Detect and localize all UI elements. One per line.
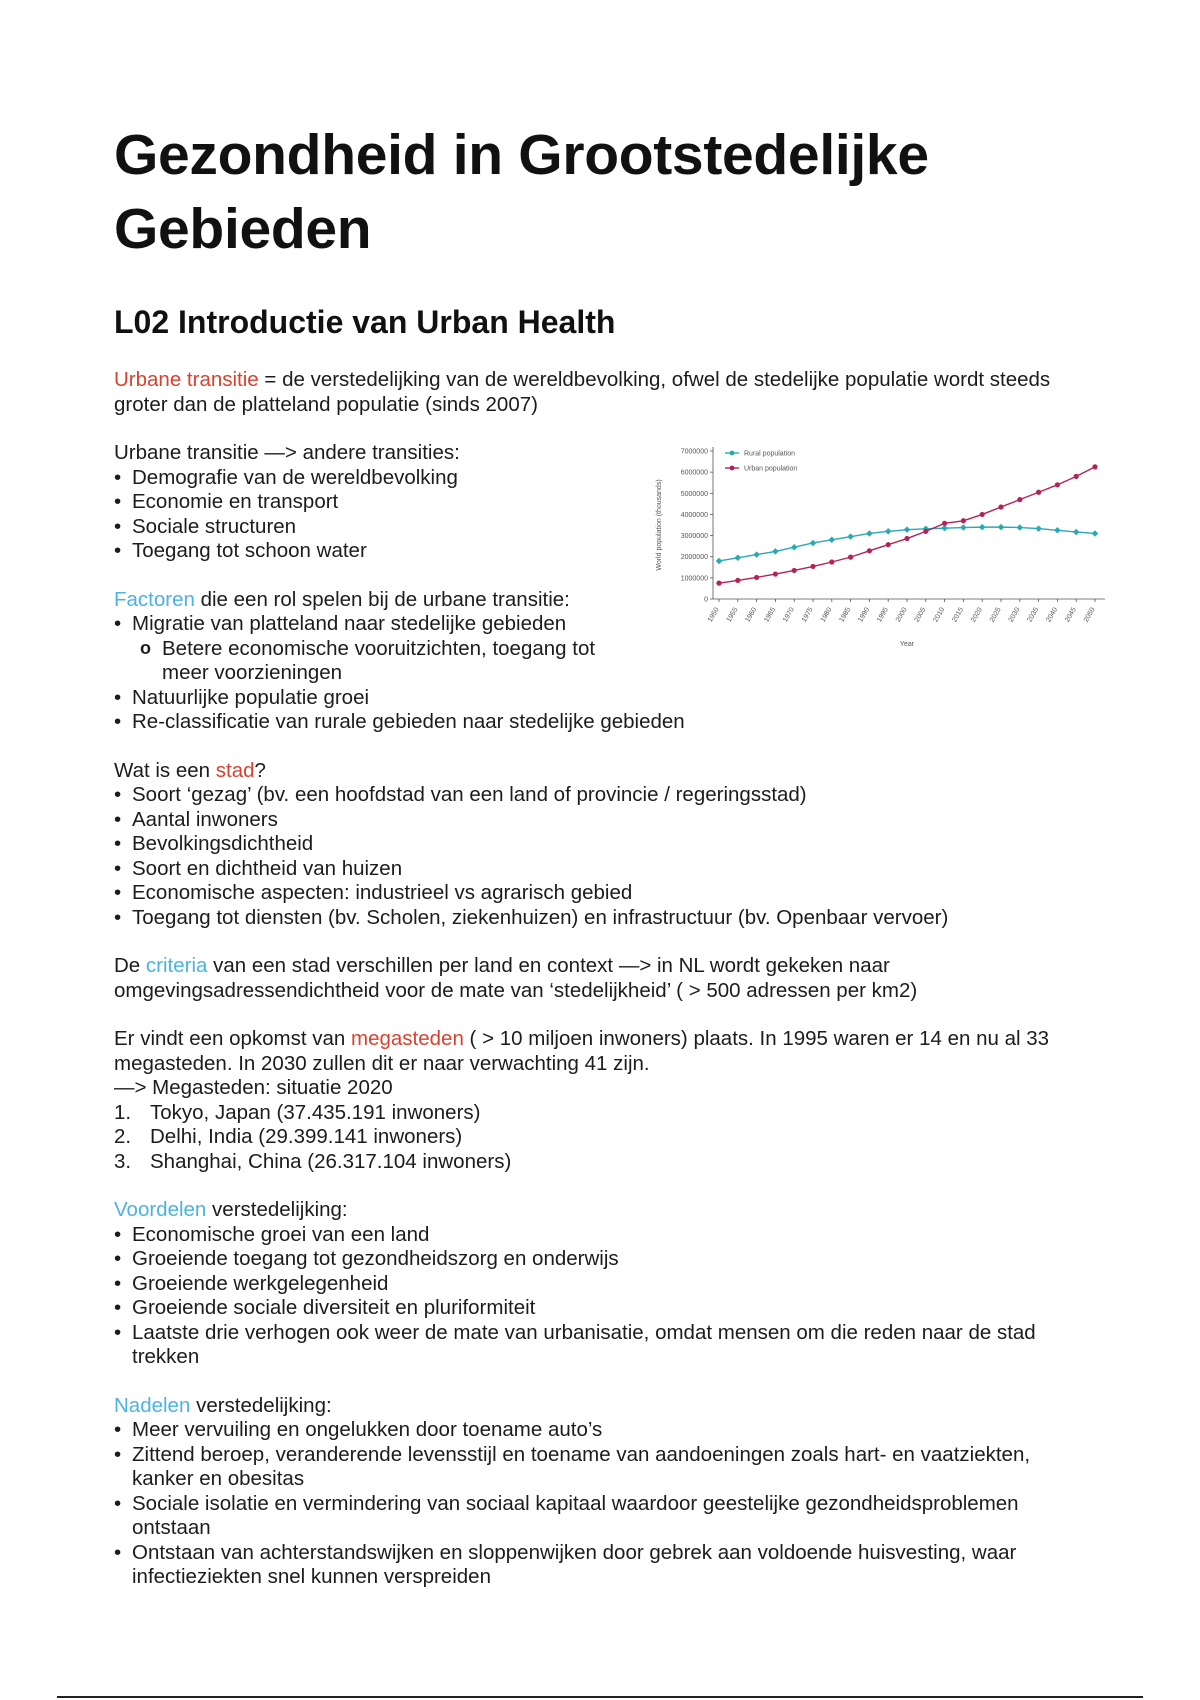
x-tick-label: 2015	[951, 606, 966, 624]
list-item: • Bevolkingsdichtheid	[114, 832, 1074, 857]
y-tick-label: 4000000	[680, 511, 708, 519]
list-item: • Toegang tot diensten (bv. Scholen, ziekenhuizen) en infrastructuur (bv. Openbaar vervoer)	[114, 906, 1074, 931]
x-tick-label: 1965	[763, 606, 778, 624]
advantages-list	[114, 1223, 1074, 1370]
y-tick-label: 3000000	[680, 533, 708, 541]
x-tick-label: 2040	[1045, 606, 1060, 624]
list-item: • Groeiende toegang tot gezondheidszorg en onderwijs	[114, 1247, 1074, 1272]
intro-paragraph: Urbane transitie = de verstedelijking van de wereldbevolking, ofwel de stedelijke populatie wordt steeds groter dan de platteland populatie (sinds 2007)	[114, 368, 1051, 416]
y-axis-label: World population (thousands)	[656, 479, 663, 571]
x-tick-label: 1955	[725, 606, 740, 624]
y-tick-label: 0	[704, 596, 708, 604]
list-item: • Toegang tot schoon water	[114, 539, 1074, 564]
factors-heading: Factoren die een rol spelen bij de urbane transitie:	[114, 587, 570, 611]
disadvantages-heading: Nadelen verstedelijking:	[114, 1393, 332, 1417]
data-point	[1092, 530, 1099, 537]
list-item: • Re-classificatie van rurale gebieden naar stedelijke gebieden	[114, 710, 1074, 735]
legend-marker	[730, 451, 735, 456]
megacities-heading: —> Megasteden: situatie 2020	[114, 1076, 393, 1099]
x-tick-label: 1975	[800, 606, 815, 624]
list-item: • Demografie van de wereldbevolking	[114, 466, 1074, 491]
sub-list-item: o Betere economische vooruitzichten, toegang tot meer voorzieningen	[114, 637, 602, 686]
x-tick-label: 2035	[1026, 606, 1041, 624]
transitions-section	[114, 441, 1097, 735]
list-item: • Economische groei van een land	[114, 1223, 1074, 1248]
data-point	[716, 581, 721, 586]
data-point	[735, 578, 740, 583]
factors-list	[114, 612, 1074, 735]
advantages-heading: Voordelen verstedelijking:	[114, 1198, 348, 1221]
city-list	[114, 783, 1074, 930]
data-point	[810, 564, 815, 569]
megacities-list	[114, 1101, 1074, 1175]
list-item: • Sociale structuren	[114, 515, 1074, 540]
x-tick-label: 2000	[894, 606, 909, 624]
list-item: 3. Shanghai, China (26.317.104 inwoners)	[114, 1149, 512, 1173]
x-tick-label: 1985	[838, 606, 853, 624]
criteria-paragraph: De criteria van een stad verschillen per land en context —> in NL wordt gekeken naar omgevingsadressendichtheid voor de mate van ‘stedelijkheid’ ( > 500 adressen per km2)	[114, 954, 918, 1002]
x-tick-label: 2030	[1007, 606, 1022, 624]
legend-label: Urban population	[744, 465, 798, 473]
x-tick-label: 2020	[970, 606, 984, 624]
list-item: • Aantal inwoners	[114, 808, 1074, 833]
list-item: • Economie en transport	[114, 490, 1074, 515]
data-point	[1092, 464, 1097, 469]
transitions-heading: Urbane transitie —> andere transities:	[114, 441, 460, 464]
city-heading: Wat is een stad?	[114, 758, 266, 782]
term-voordelen: Voordelen	[114, 1198, 207, 1221]
list-item: • Migratie van platteland naar stedelijke gebieden	[114, 612, 1074, 637]
lecture-heading: L02 Introductie van Urban Health	[114, 304, 616, 340]
term-nadelen: Nadelen	[114, 1393, 191, 1417]
x-tick-label: 2050	[1082, 606, 1097, 624]
term-factoren: Factoren	[114, 587, 195, 611]
term-megasteden: megasteden	[351, 1027, 464, 1050]
data-point	[754, 575, 759, 580]
x-tick-label: 2025	[988, 606, 1003, 624]
list-item: 2. Delhi, India (29.399.141 inwoners)	[114, 1125, 463, 1148]
data-point	[773, 571, 778, 576]
megacities-paragraph: Er vindt een opkomst van megasteden ( > 10 miljoen inwoners) plaats. In 1995 waren er 14 en nu al 33 megasteden. In 2030 zullen dit er naar verwachting 41 zijn.	[114, 1027, 1050, 1075]
page-title: Gezondheid in Grootstedelijke Gebieden	[114, 123, 929, 261]
term-criteria: criteria	[145, 954, 208, 977]
x-tick-label: 1995	[876, 606, 890, 624]
x-tick-label: 1970	[782, 606, 796, 624]
page-divider	[57, 1696, 1143, 1698]
list-item: • Groeiende werkgelegenheid	[114, 1272, 1074, 1297]
legend-label: Rural population	[744, 450, 795, 458]
transitions-list	[114, 466, 1074, 564]
y-tick-label: 2000000	[680, 554, 708, 562]
data-point	[792, 568, 797, 573]
data-point	[1074, 474, 1079, 479]
y-tick-label: 6000000	[680, 469, 708, 477]
x-tick-label: 1990	[857, 606, 872, 624]
x-axis-label: Year	[899, 641, 915, 648]
list-item: • Meer vervuiling en ongelukken door toename auto’s	[114, 1418, 1074, 1443]
term-stad: stad	[215, 758, 255, 782]
y-tick-label: 1000000	[680, 575, 708, 583]
list-item: • Laatste drie verhogen ook weer de mate van urbanisatie, omdat mensen om die reden naar de stad trekken	[114, 1321, 1074, 1370]
x-tick-label: 1960	[744, 606, 759, 624]
list-item: • Sociale isolatie en vermindering van sociaal kapitaal waardoor geestelijke gezondheidsproblemen ontstaan	[114, 1492, 1074, 1541]
x-tick-label: 1980	[819, 606, 834, 624]
y-tick-label: 5000000	[680, 490, 708, 498]
x-tick-label: 1950	[706, 606, 721, 624]
list-item: 1. Tokyo, Japan (37.435.191 inwoners)	[114, 1100, 481, 1124]
term-urbane-transitie: Urbane transitie	[114, 368, 259, 391]
x-tick-label: 2010	[932, 606, 947, 624]
list-item: • Natuurlijke populatie groei	[114, 686, 1074, 711]
list-item: • Soort en dichtheid van huizen	[114, 857, 1074, 882]
list-item: • Zittend beroep, veranderende levensstijl en toename van aandoeningen zoals hart- en vaatziekten, kanker en obesitas	[114, 1443, 1074, 1492]
list-item: • Ontstaan van achterstandswijken en sloppenwijken door gebrek aan voldoende huisvesting, waar infectieziekten snel kunnen verspreiden	[114, 1541, 1074, 1590]
y-tick-label: 7000000	[680, 448, 708, 456]
x-tick-label: 2005	[913, 606, 928, 624]
document-page	[114, 118, 1097, 1590]
list-item: • Groeiende sociale diversiteit en pluriformiteit	[114, 1296, 1074, 1321]
disadvantages-list	[114, 1418, 1074, 1590]
x-tick-label: 2045	[1064, 606, 1078, 624]
list-item: • Economische aspecten: industrieel vs agrarisch gebied	[114, 881, 1074, 906]
list-item: • Soort ‘gezag’ (bv. een hoofdstad van een land of provincie / regeringsstad)	[114, 783, 1074, 808]
